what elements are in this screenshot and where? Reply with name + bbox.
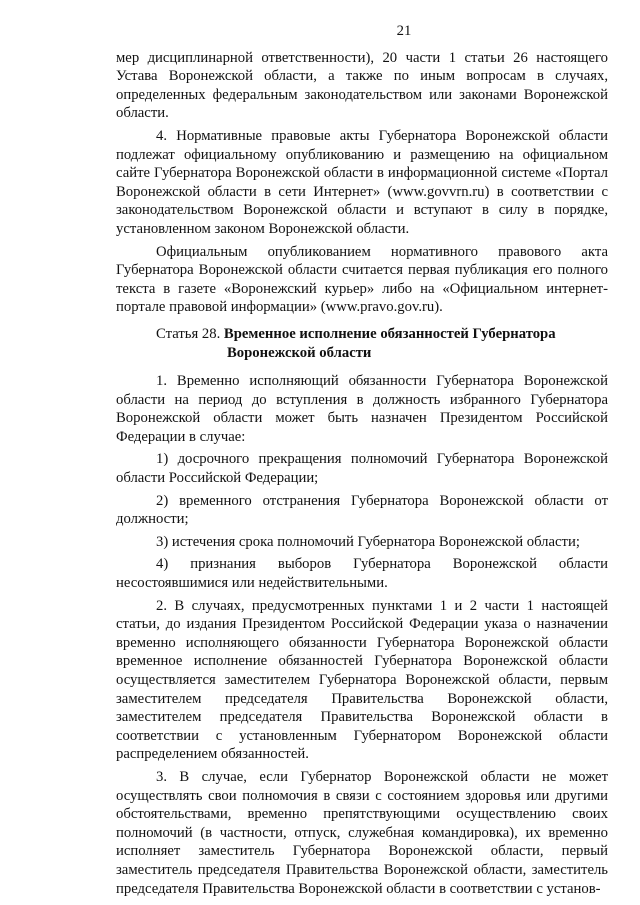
list-item: 3) истечения срока полномочий Губернатора Воронежской области; [156, 533, 580, 550]
section-top [116, 49, 608, 317]
paragraph: 4. Нормативные правовые акты Губернатора Воронежской области подлежат официальному опубликованию и размещению на официальном сайте Губернатора Воронежской области в информационной системе «Портал Воронежской области в сети Интернет» (www.govvrn.ru) в соответствии с законодательством Воронежской области и вступают в силу в порядке, установленном законом Воронежской области. [116, 127, 608, 237]
list-item: 1) досрочного прекращения полномочий Губернатора Воронежской области Российской Федерации; [116, 451, 608, 487]
article-label: Статья 28. [156, 325, 221, 342]
paragraph: 2. В случаях, предусмотренных пунктами 1 и 2 части 1 настоящей статьи, до издания Президентом Российской Федерации указа о назначении временно исполняющего обязанности Губернатора Воронежской области временное исполнение обязанностей Губернатора Воронежской области осуществляется заместителем Губернатора Воронежской области, первым заместителем председателя Правительства Воронежской области, заместителем председателя Правительства Воронежской области в соответствии с установленным Губернатором Воронежской области распределением обязанностей. [116, 597, 608, 763]
article-title-line2: Воронежской области [227, 344, 372, 361]
page-number: 21 [396, 23, 412, 39]
paragraph: мер дисциплинарной ответственности), 20 части 1 статьи 26 настоящего Устава Воронежской области, а также по иным вопросам в случаях, определенных федеральным законодательством или законами Воронежской области. [116, 49, 608, 122]
article-title-line1: Временное исполнение обязанностей Губернатора [223, 325, 556, 342]
list-item: 2) временного отстранения Губернатора Воронежской области от должности; [116, 492, 608, 528]
paragraph: 1. Временно исполняющий обязанности Губернатора Воронежской области на период до вступления в должность избранного Губернатора Воронежской области может быть назначен Президентом Российской Федерации в случае: [116, 373, 608, 445]
article-heading [116, 325, 608, 362]
paragraph: Официальным опубликованием нормативного правового акта Губернатора Воронежской области считается первая публикация его полного текста в газете «Воронежский курьер» либо на «Официальном интернет-портале правовой информации» (www.pravo.gov.ru). [116, 243, 608, 316]
list-item: 4) признания выборов Губернатора Воронежской области несостоявшимися или недействительными. [116, 556, 608, 592]
section-bottom [116, 372, 608, 898]
paragraph: 3. В случае, если Губернатор Воронежской области не может осуществлять свои полномочия в связи с состоянием здоровья или другими обстоятельствами, временно препятствующими осуществлению своих полномочий (в частности, отпуск, служебная командировка), их временно исполняет заместитель Губернатора Воронежской области, первый заместитель председателя Правительства Воронежской области, заместитель председателя Правительства Воронежской области в соответствии с установ- [116, 768, 608, 897]
